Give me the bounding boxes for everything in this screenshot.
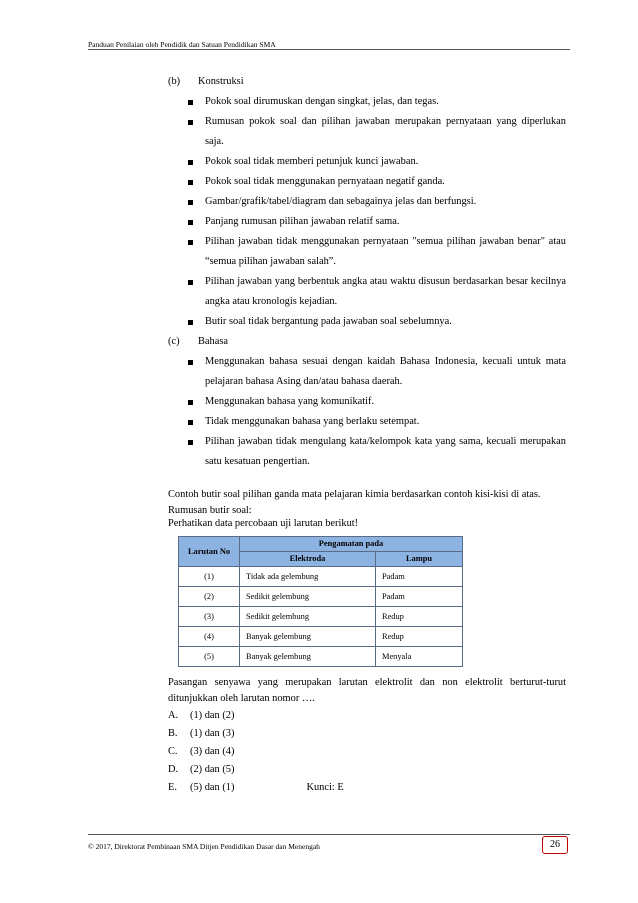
list-item: Menggunakan bahasa yang komunikatif.: [186, 392, 566, 412]
rumusan-label: Rumusan butir soal:: [168, 505, 252, 516]
option-letter: D.: [168, 764, 179, 775]
list-item: Butir soal tidak bergantung pada jawaban soal sebelumnya.: [186, 312, 566, 332]
header-elektroda: Elektroda: [240, 552, 376, 567]
list-item: Pilihan jawaban yang berbentuk angka atau waktu disusun berdasarkan besar kecilnya angka atau kronologis kejadian.: [186, 272, 566, 312]
cell-lampu: Redup: [376, 607, 463, 627]
section-marker: (b): [168, 76, 181, 87]
list-item: Pilihan jawaban tidak mengulang kata/kelompok kata yang sama, kecuali merupakan satu kesatuan pengertian.: [186, 432, 566, 472]
option-letter: A.: [168, 710, 179, 721]
option-text: (1) dan (3): [190, 728, 235, 739]
option-text: (2) dan (5): [190, 764, 235, 775]
cell-no: (2): [179, 587, 240, 607]
cell-elektroda: Banyak gelembung: [240, 627, 376, 647]
cell-elektroda: Banyak gelembung: [240, 647, 376, 667]
spacer: [168, 472, 566, 486]
option-c: [168, 743, 566, 761]
option-letter: E.: [168, 782, 177, 793]
cell-lampu: Padam: [376, 567, 463, 587]
option-text: (1) dan (2): [190, 710, 235, 721]
cell-lampu: Redup: [376, 627, 463, 647]
section-title: Konstruksi: [198, 76, 244, 87]
cell-elektroda: Sedikit gelembung: [240, 607, 376, 627]
cell-no: (1): [179, 567, 240, 587]
header-larutan-no: Larutan No: [179, 537, 240, 567]
list-item: Gambar/grafik/tabel/diagram dan sebagainya jelas dan berfungsi.: [186, 192, 566, 212]
option-a: [168, 707, 566, 725]
option-letter: B.: [168, 728, 178, 739]
page-number: 26: [542, 836, 568, 854]
list-item: Tidak menggunakan bahasa yang berlaku setempat.: [186, 412, 566, 432]
table-row: [179, 607, 463, 627]
table-row: [179, 587, 463, 607]
option-e: [168, 779, 566, 797]
footer-divider: [88, 834, 570, 835]
list-item: Panjang rumusan pilihan jawaban relatif sama.: [186, 212, 566, 232]
instruction-text: Perhatikan data percobaan uji larutan berikut!: [168, 518, 359, 529]
table-row: [179, 567, 463, 587]
section-marker: (c): [168, 336, 180, 347]
cell-no: (3): [179, 607, 240, 627]
list-item: Menggunakan bahasa sesuai dengan kaidah Bahasa Indonesia, kecuali untuk mata pelajaran bahasa Asing dan/atau bahasa daerah.: [186, 352, 566, 392]
option-b: [168, 725, 566, 743]
table-row: [179, 627, 463, 647]
cell-no: (5): [179, 647, 240, 667]
table-row: [179, 647, 463, 667]
question-stem: Pasangan senyawa yang merupakan larutan elektrolit dan non elektrolit berturut-turut ditunjukkan oleh larutan nomor ….: [168, 677, 566, 704]
header-pengamatan: Pengamatan pada: [240, 537, 463, 552]
cell-lampu: Padam: [376, 587, 463, 607]
option-letter: C.: [168, 746, 178, 757]
page-content: [168, 72, 566, 797]
observation-table: [178, 536, 463, 667]
list-item: Rumusan pokok soal dan pilihan jawaban merupakan pernyataan yang diperlukan saja.: [186, 112, 566, 152]
cell-elektroda: Tidak ada gelembung: [240, 567, 376, 587]
section-konstruksi-heading: [168, 72, 566, 92]
answer-key: Kunci: E: [306, 782, 344, 793]
cell-no: (4): [179, 627, 240, 647]
option-d: [168, 761, 566, 779]
example-intro: Contoh butir soal pilihan ganda mata pelajaran kimia berdasarkan contoh kisi-kisi di atas.: [168, 489, 541, 500]
running-header: Panduan Penilaian oleh Pendidik dan Satuan Pendidikan SMA: [88, 40, 276, 49]
list-item: Pokok soal tidak memberi petunjuk kunci jawaban.: [186, 152, 566, 172]
section-bahasa-heading: [168, 332, 566, 352]
list-item: Pokok soal tidak menggunakan pernyataan negatif ganda.: [186, 172, 566, 192]
section-title: Bahasa: [198, 336, 229, 347]
cell-elektroda: Sedikit gelembung: [240, 587, 376, 607]
footer-text: © 2017, Direktorat Pembinaan SMA Ditjen Pendidikan Dasar dan Menengah: [88, 842, 320, 851]
header-divider: [88, 49, 570, 50]
list-item: Pilihan jawaban tidak menggunakan pernyataan "semua pilihan jawaban benar" atau “semua pilihan jawaban salah”.: [186, 232, 566, 272]
option-text: (5) dan (1): [190, 782, 235, 793]
bahasa-list: [168, 352, 566, 472]
list-item: Pokok soal dirumuskan dengan singkat, jelas, dan tegas.: [186, 92, 566, 112]
konstruksi-list: [168, 92, 566, 332]
option-text: (3) dan (4): [190, 746, 235, 757]
header-lampu: Lampu: [376, 552, 463, 567]
cell-lampu: Menyala: [376, 647, 463, 667]
